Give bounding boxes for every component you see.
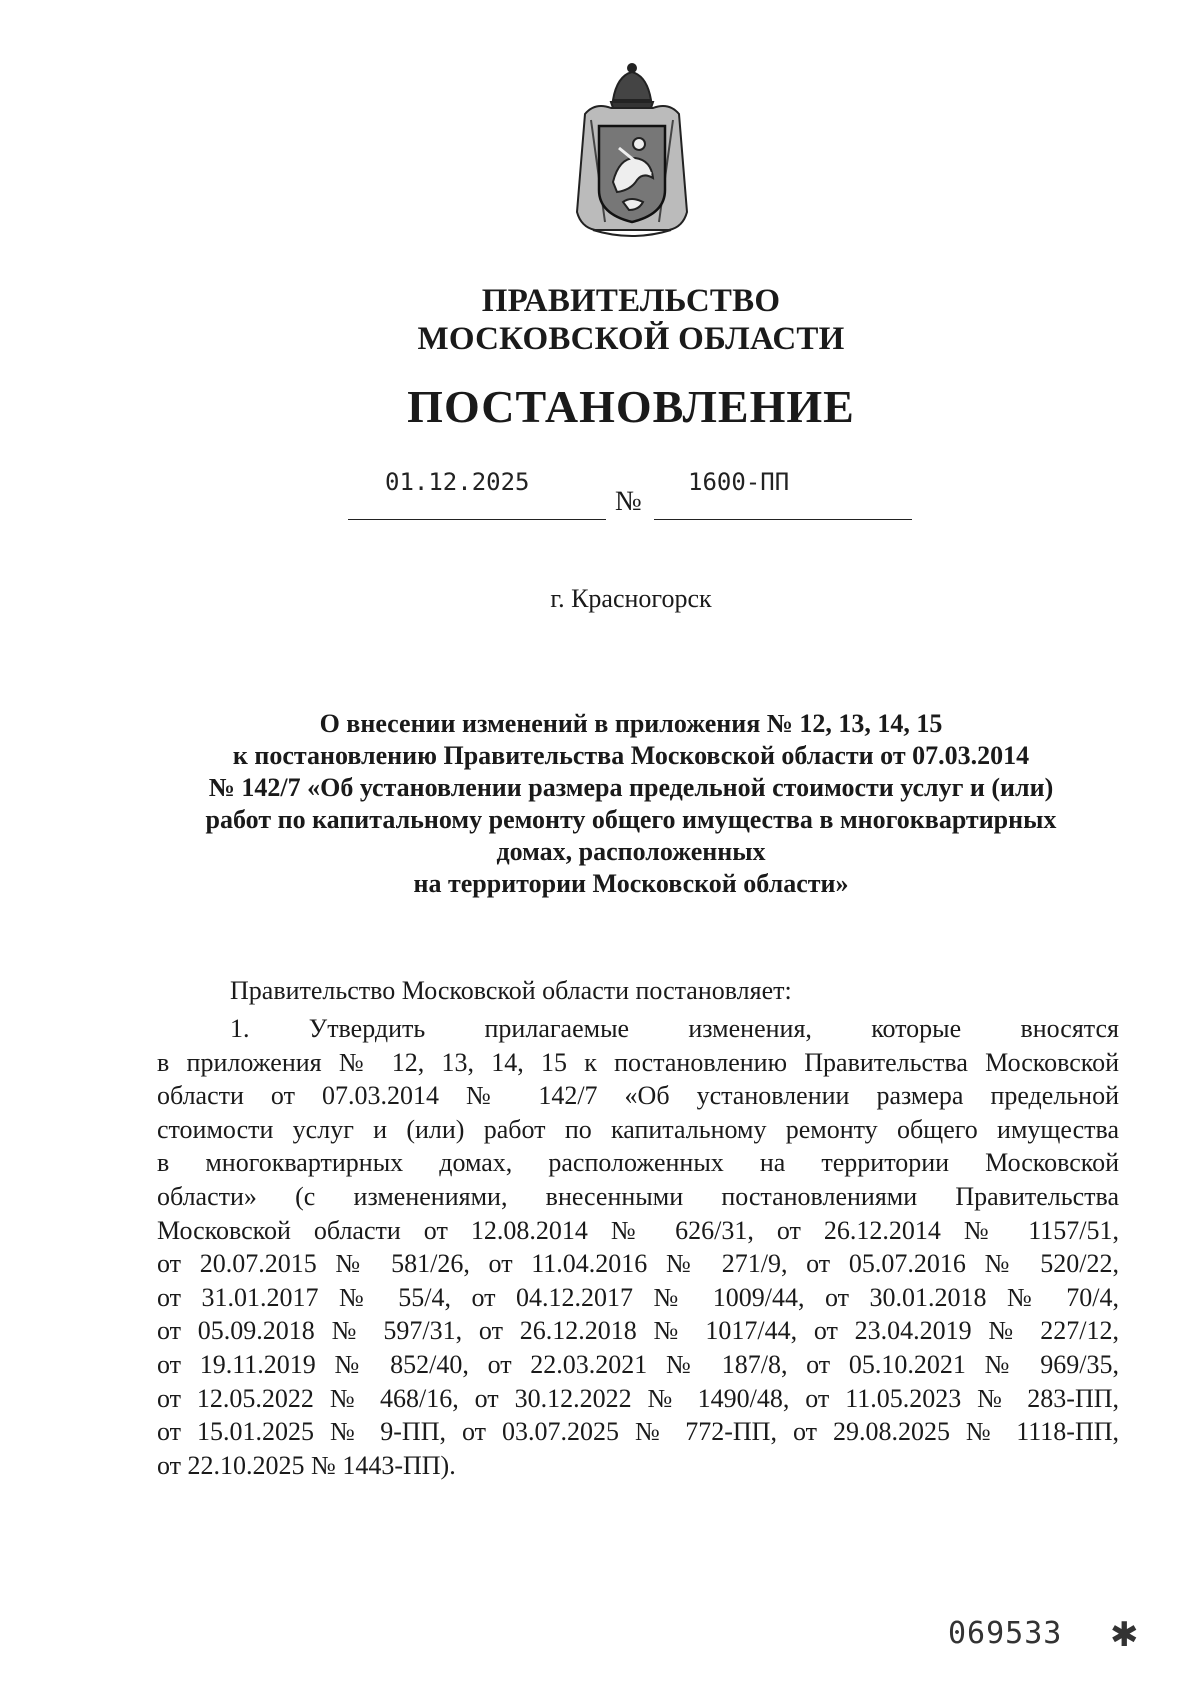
title-line: № 142/7 «Об установлении размера предельной стоимости услуг и (или): [208, 773, 1054, 802]
government-name-line2: МОСКОВСКОЙ ОБЛАСТИ: [417, 321, 845, 357]
paragraph-line: от 15.01.2025 № 9-ПП, от 03.07.2025 № 772-ПП, от 29.08.2025 № 1118-ПП,: [157, 1417, 1119, 1447]
paragraph-line: от 19.11.2019 № 852/40, от 22.03.2021 № 187/8, от 05.10.2021 № 969/35,: [157, 1349, 1119, 1379]
form-serial-number: 069533: [948, 1616, 1063, 1651]
paragraph-line: области» (с изменениями, внесенными постановлениями Правительства: [157, 1181, 1119, 1211]
document-date: 01.12.2025: [385, 468, 530, 496]
paragraph-line: области от 07.03.2014 № 142/7 «Об установлении размера предельной: [157, 1081, 1119, 1111]
title-line: О внесении изменений в приложения № 12, 13, 14, 15: [319, 709, 943, 738]
paragraph-line: от 20.07.2015 № 581/26, от 11.04.2016 № 271/9, от 05.07.2016 № 520/22,: [157, 1249, 1119, 1279]
paragraph-line: Московской области от 12.08.2014 № 626/31, от 26.12.2014 № 1157/51,: [157, 1215, 1119, 1245]
paragraph-line: стоимости услуг и (или) работ по капитальному ремонту общего имущества: [157, 1114, 1119, 1144]
number-underline: [654, 519, 912, 520]
title-line: домах, расположенных: [496, 837, 766, 866]
number-sign: №: [615, 486, 642, 517]
intro-sentence: Правительство Московской области постановляет:: [230, 976, 792, 1005]
document-number: 1600-ПП: [688, 468, 790, 496]
paragraph-1: [157, 1012, 1119, 1482]
paragraph-line: от 12.05.2022 № 468/16, от 30.12.2022 № 1490/48, от 11.05.2023 № 283-ПП,: [157, 1383, 1119, 1413]
paragraph-line: 1. Утвердить прилагаемые изменения, которые вносятся: [230, 1014, 1119, 1043]
document-title: [0, 708, 1200, 900]
paragraph-line: от 05.09.2018 № 597/31, от 26.12.2018 № 1017/44, от 23.04.2019 № 227/12,: [157, 1316, 1119, 1346]
paragraph-line: в многоквартирных домах, расположенных на территории Московской: [157, 1148, 1119, 1178]
document-type-heading: ПОСТАНОВЛЕНИЕ: [407, 381, 855, 432]
title-line: на территории Московской области»: [413, 869, 849, 898]
date-underline: [348, 519, 606, 520]
paragraph-line: от 31.01.2017 № 55/4, от 04.12.2017 № 1009/44, от 30.01.2018 № 70/4,: [157, 1282, 1119, 1312]
issue-city: г. Красногорск: [550, 584, 712, 613]
moscow-oblast-coat-of-arms-icon: [565, 62, 700, 240]
title-line: к постановлению Правительства Московской области от 07.03.2014: [232, 741, 1030, 770]
title-line: работ по капитальному ремонту общего имущества в многоквартирных: [205, 805, 1057, 834]
paragraph-line: в приложения № 12, 13, 14, 15 к постановлению Правительства Московской: [157, 1047, 1119, 1077]
serial-star-icon: ✱: [1110, 1617, 1139, 1654]
paragraph-line: от 22.10.2025 № 1443-ПП).: [157, 1450, 456, 1480]
government-name-line1: ПРАВИТЕЛЬСТВО: [481, 283, 781, 319]
